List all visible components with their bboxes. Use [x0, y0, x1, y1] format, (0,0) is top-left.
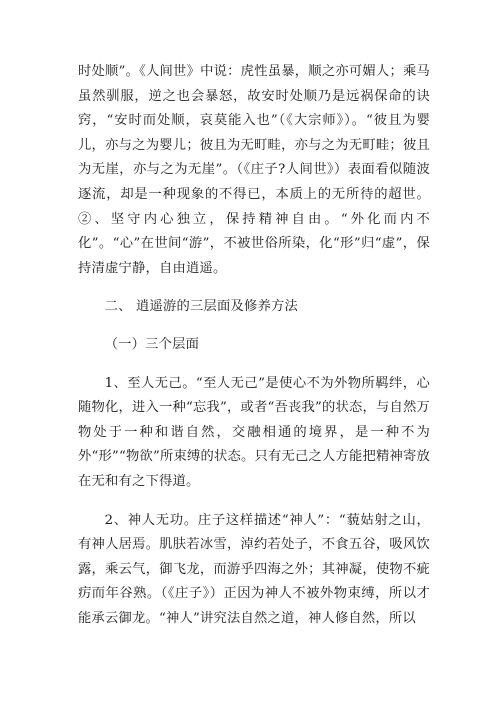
- paragraph-shenren: 2、神人无功。庄子这样描述“神人”：“藐姑射之山，有神人居焉。肌肤若冰雪，淖约若处子，不食五谷，吸风饮露，乘云气，御飞龙，而游乎四海之外；其神凝，使物不疵疠而年谷熟。（《庄子》）正因为神人不被外物束缚，所以才能承云御龙。“神人”讲究法自然之道，神人修自然，所以: [78, 512, 430, 626]
- subsection-heading: （一）三个层面: [104, 336, 200, 352]
- paragraph-continuation: 时处顺”。《人间世》中说：虎性虽暴，顺之亦可媚人；乘马虽然驯服，逆之也会暴怒，故安时处顺乃是远祸保命的诀窍，“安时而处顺，哀莫能入也”（《大宗师》）。“彼且为婴儿，亦与之为婴儿；彼且为无町畦，亦与之为无町畦；彼且为无崖，亦与之为无崖”。（《庄子?人间世》）表面看似随波逐流，却是一种现象的不得已，本质上的无所待的超世。②、坚守内心独立，保持精神自由。“外化而内不化”。“心”在世间“游”，不被世俗所染，化“形”归“虚”，保持清虚宁静，自由逍遥。: [78, 64, 431, 276]
- document-body: [78, 60, 430, 631]
- paragraph-zhiren: 1、至人无己。“至人无己”是使心不为外物所羁绊，心随物化，进入一种“忘我”，或者“吾丧我”的状态，与自然万物处于一种和谐自然，交融相通的境界，是一种不为外“形”“物欲”所束缚的状态。只有无己之人方能把精神寄放在无和有之下得道。: [78, 375, 430, 489]
- section-heading: 二、 逍遥游的三层面及修养方法: [104, 299, 298, 315]
